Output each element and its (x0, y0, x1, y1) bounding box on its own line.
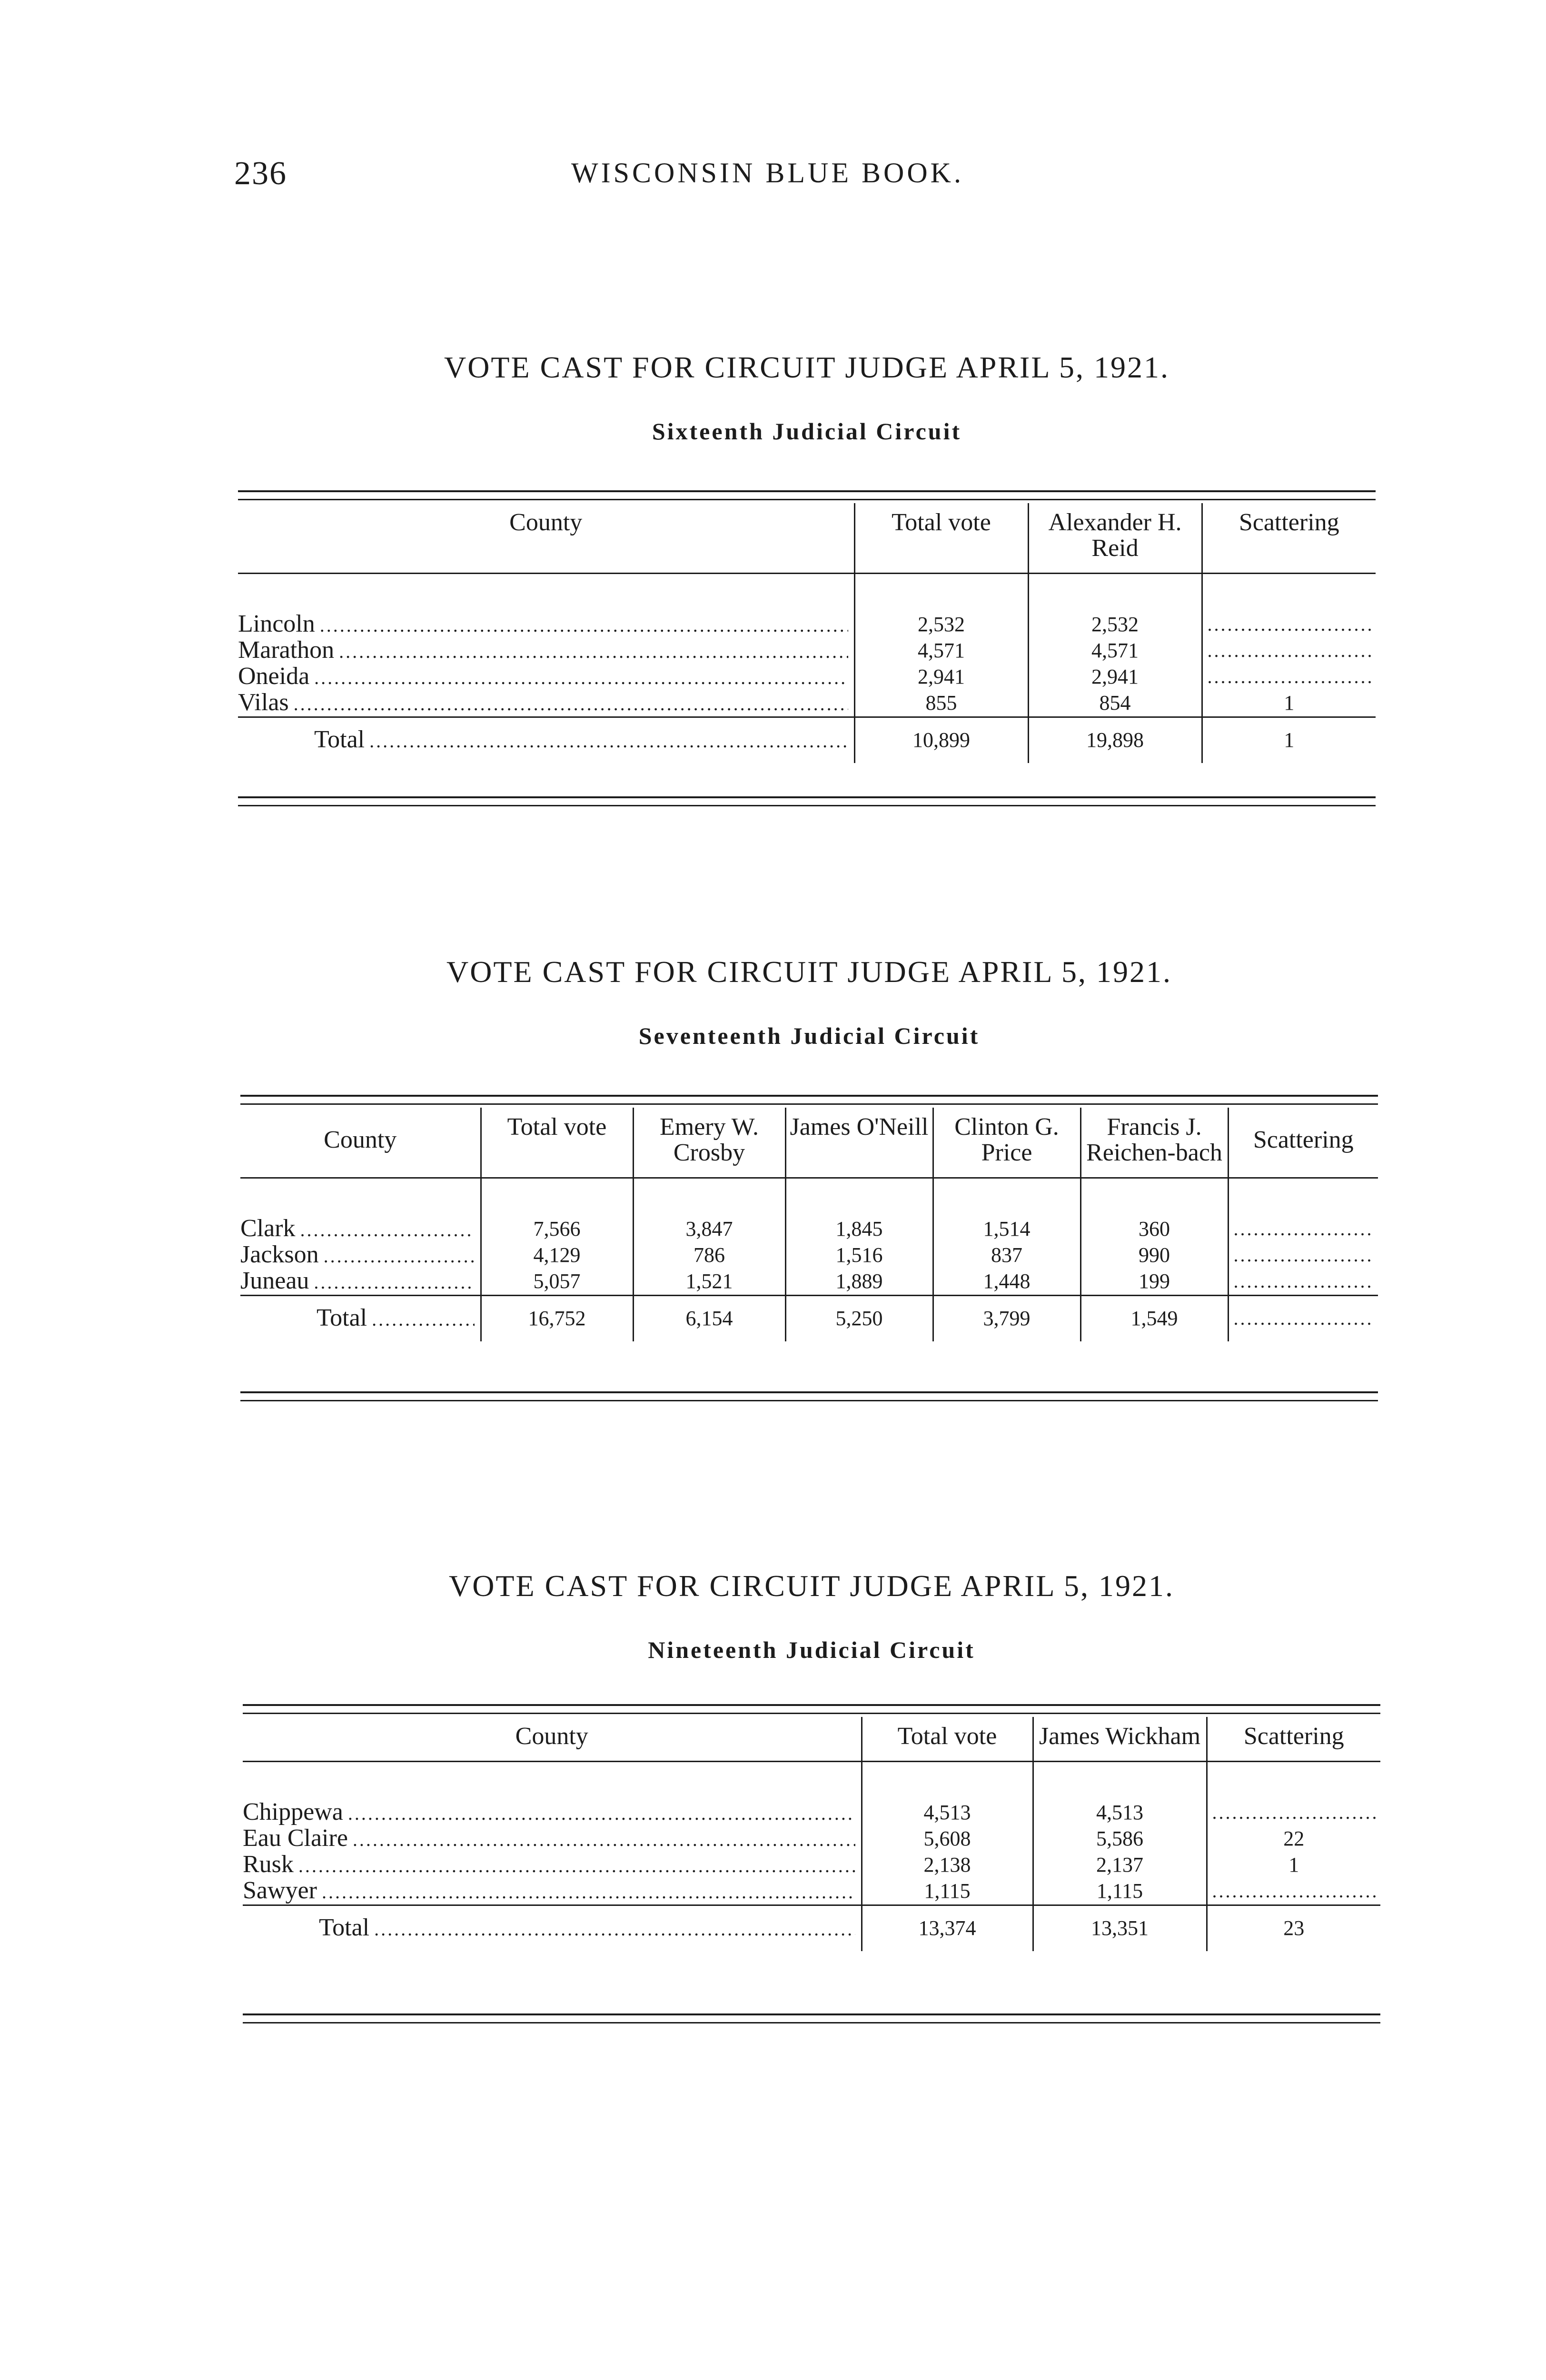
column-header: Total vote (854, 503, 1028, 574)
total-vote-cell: 2,532 (854, 612, 1028, 638)
county-name: Marathon (238, 637, 335, 664)
scattering-cell: 1 (1202, 717, 1376, 763)
vote-table (240, 1108, 1378, 1341)
total-row (243, 1905, 1380, 1951)
table-row (243, 1800, 1380, 1826)
empty-cell-leader (1208, 638, 1371, 663)
candidate-vote-cell: 13,351 (1033, 1905, 1207, 1951)
county-name: Jackson (240, 1242, 319, 1268)
total-vote-cell: 4,129 (481, 1242, 633, 1269)
empty-cell-leader (1208, 664, 1371, 689)
scattering-cell: 22 (1207, 1826, 1380, 1852)
table-header-row (243, 1717, 1380, 1762)
county-name: Clark (240, 1216, 296, 1242)
page-number: 236 (234, 155, 287, 192)
candidate-vote-cell: 1,845 (785, 1216, 933, 1242)
bottom-rule (238, 796, 1376, 798)
section-subtitle: Seventeenth Judicial Circuit (638, 1022, 980, 1049)
column-header: County (243, 1717, 862, 1762)
county-name: Vilas (238, 690, 289, 716)
total-vote-cell: 13,374 (862, 1905, 1033, 1951)
column-header: James Wickham (1033, 1717, 1207, 1762)
table-row (238, 690, 1376, 717)
candidate-vote-cell: 4,571 (1028, 638, 1202, 664)
section-title: VOTE CAST FOR CIRCUIT JUDGE APRIL 5, 1921. (446, 955, 1172, 989)
bottom-rule-secondary (243, 2022, 1380, 2023)
candidate-vote-cell: 1,889 (785, 1269, 933, 1296)
county-name: Juneau (240, 1268, 309, 1294)
column-header: Emery W. Crosby (633, 1108, 785, 1178)
column-header: Scattering (1207, 1717, 1380, 1762)
total-label: Total (314, 727, 365, 753)
column-header: Clinton G. Price (933, 1108, 1080, 1178)
column-header: Alexander H. Reid (1028, 503, 1202, 574)
bottom-rule-secondary (238, 805, 1376, 806)
candidate-vote-cell: 1,549 (1080, 1295, 1228, 1341)
empty-cell-leader (1234, 1269, 1374, 1294)
column-header: County (240, 1108, 481, 1178)
candidate-vote-cell: 837 (933, 1242, 1080, 1269)
total-vote-cell: 5,608 (862, 1826, 1033, 1852)
total-vote-cell: 1,115 (862, 1878, 1033, 1905)
candidate-vote-cell: 1,521 (633, 1269, 785, 1296)
section-title: VOTE CAST FOR CIRCUIT JUDGE APRIL 5, 1921. (444, 350, 1170, 384)
empty-cell-leader (1234, 1306, 1374, 1331)
county-name: Chippewa (243, 1799, 343, 1825)
candidate-vote-cell: 2,941 (1028, 664, 1202, 690)
candidate-vote-cell: 2,532 (1028, 612, 1202, 638)
candidate-vote-cell: 3,847 (633, 1216, 785, 1242)
total-vote-cell: 7,566 (481, 1216, 633, 1242)
table-row (243, 1878, 1380, 1905)
top-rule-secondary (240, 1103, 1378, 1105)
scattering-cell: 1 (1202, 690, 1376, 717)
candidate-vote-cell: 786 (633, 1242, 785, 1269)
column-header: Total vote (481, 1108, 633, 1178)
total-row (240, 1295, 1378, 1341)
empty-cell-leader (1234, 1217, 1374, 1241)
total-vote-cell: 4,513 (862, 1800, 1033, 1826)
table-row (243, 1826, 1380, 1852)
top-rule-secondary (238, 499, 1376, 500)
county-name: Lincoln (238, 611, 315, 637)
county-name: Sawyer (243, 1878, 317, 1904)
table-row (240, 1216, 1378, 1242)
column-header: Scattering (1228, 1108, 1378, 1178)
total-vote-cell: 10,899 (854, 717, 1028, 763)
bottom-rule (243, 2013, 1380, 2015)
scattering-cell: 23 (1207, 1905, 1380, 1951)
top-rule-secondary (243, 1713, 1380, 1714)
empty-cell-leader (1234, 1243, 1374, 1268)
candidate-vote-cell: 360 (1080, 1216, 1228, 1242)
table-row (238, 638, 1376, 664)
section-title: VOTE CAST FOR CIRCUIT JUDGE APRIL 5, 1921. (448, 1569, 1175, 1603)
table-header-row (238, 503, 1376, 574)
total-vote-cell: 2,138 (862, 1852, 1033, 1878)
candidate-vote-cell: 19,898 (1028, 717, 1202, 763)
total-vote-cell: 855 (854, 690, 1028, 717)
candidate-vote-cell: 854 (1028, 690, 1202, 717)
candidate-vote-cell: 3,799 (933, 1295, 1080, 1341)
total-vote-cell: 5,057 (481, 1269, 633, 1296)
empty-cell-leader (1212, 1800, 1376, 1825)
top-rule (240, 1095, 1378, 1097)
top-rule (243, 1704, 1380, 1706)
candidate-vote-cell: 1,115 (1033, 1878, 1207, 1905)
candidate-vote-cell: 5,250 (785, 1295, 933, 1341)
running-head (0, 155, 1546, 193)
candidate-vote-cell: 990 (1080, 1242, 1228, 1269)
county-name: Oneida (238, 664, 310, 690)
table-row (238, 612, 1376, 638)
total-label: Total (317, 1305, 367, 1331)
column-header: Francis J. Reichen-bach (1080, 1108, 1228, 1178)
scattering-cell: 1 (1207, 1852, 1380, 1878)
vote-table (243, 1717, 1380, 1951)
column-header: Total vote (862, 1717, 1033, 1762)
table-row (240, 1242, 1378, 1269)
top-rule (238, 490, 1376, 492)
section-subtitle: Sixteenth Judicial Circuit (652, 418, 962, 445)
section-nineteenth-circuit (243, 1568, 1380, 2035)
empty-cell-leader (1212, 1879, 1376, 1904)
table-row (238, 664, 1376, 690)
county-name: Eau Claire (243, 1825, 348, 1852)
bottom-rule (240, 1391, 1378, 1393)
bottom-rule-secondary (240, 1400, 1378, 1401)
section-sixteenth-circuit (238, 350, 1376, 819)
empty-cell-leader (1208, 612, 1371, 637)
candidate-vote-cell: 5,586 (1033, 1826, 1207, 1852)
vote-table (238, 503, 1376, 763)
section-seventeenth-circuit (240, 954, 1378, 1423)
column-header: James O'Neill (785, 1108, 933, 1178)
total-vote-cell: 16,752 (481, 1295, 633, 1341)
candidate-vote-cell: 4,513 (1033, 1800, 1207, 1826)
table-row (243, 1852, 1380, 1878)
candidate-vote-cell: 6,154 (633, 1295, 785, 1341)
book-title: WISCONSIN BLUE BOOK. (571, 157, 964, 188)
table-row (240, 1269, 1378, 1296)
table-header-row (240, 1108, 1378, 1178)
column-header: Scattering (1202, 503, 1376, 574)
candidate-vote-cell: 1,514 (933, 1216, 1080, 1242)
candidate-vote-cell: 1,448 (933, 1269, 1080, 1296)
candidate-vote-cell: 199 (1080, 1269, 1228, 1296)
candidate-vote-cell: 2,137 (1033, 1852, 1207, 1878)
total-vote-cell: 2,941 (854, 664, 1028, 690)
total-label: Total (319, 1915, 370, 1941)
candidate-vote-cell: 1,516 (785, 1242, 933, 1269)
column-header: County (238, 503, 854, 574)
total-vote-cell: 4,571 (854, 638, 1028, 664)
county-name: Rusk (243, 1852, 294, 1878)
total-row (238, 717, 1376, 763)
section-subtitle: Nineteenth Judicial Circuit (648, 1636, 975, 1663)
